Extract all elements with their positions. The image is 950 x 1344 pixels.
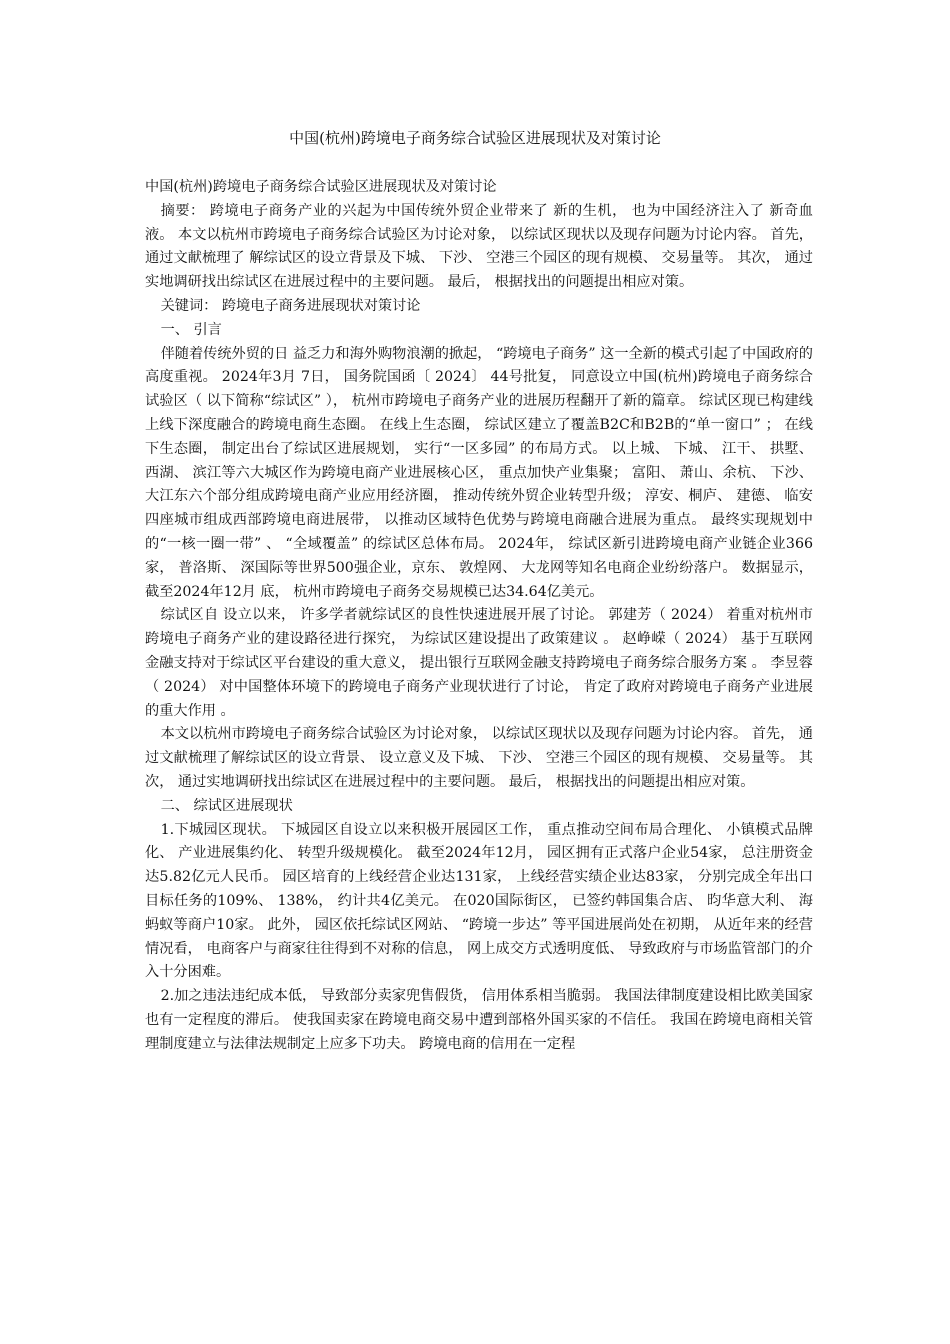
- body-paragraph: 综试区自 设立以来， 许多学者就综试区的良性快速进展开展了讨论。 郭建芳（ 2024） 着重对杭州市跨境电子商务产业的建设路径进行探究， 为综试区建设提出了政策建议 。 赵峥嵘（ 2024） 基于互联网金融支持对于综试区平台建设的重大意义， 提出银行互联网金融支持跨境电子商务综合服务方案 。 李昱蓉（ 2024） 对中国整体环境下的跨境电子商务产业现状进行了讨论， 肯定了政府对跨境电子商务产业进展的重大作用 。: [145, 607, 813, 719]
- document-subtitle: 中国(杭州)跨境电子商务综合试验区进展现状及对策讨论: [145, 179, 497, 195]
- section-heading-status: 二、 综试区进展现状: [160, 797, 293, 814]
- document-body: [145, 176, 813, 1056]
- keywords-line: 关键词： 跨境电子商务进展现状对策讨论: [160, 297, 421, 314]
- body-paragraph: 2.加之违法违纪成本低， 导致部分卖家兜售假货， 信用体系相当脆弱。 我国法律制度建设相比欧美国家也有一定程度的滞后。 使我国卖家在跨境电商交易中遭到部格外国买家的不信任。 我国在跨境电商相关管理制度建立与法律法规制定上应多下功夫。 跨境电商的信用在一定程: [145, 988, 813, 1052]
- body-paragraph: 伴随着传统外贸的日 益乏力和海外购物浪潮的掀起， “跨境电子商务” 这一全新的模式引起了中国政府的高度重视。 2024年3月 7日， 国务院国函〔 2024〕 44号批复， 同意设立中国(杭州)跨境电子商务综合试验区（ 以下简称“综试区” ）， 杭州市跨境电子商务产业的进展历程翻开了新的篇章。 综试区现已构建线上线下深度融合的跨境电商生态圈。 在线上生态圈， 综试区建立了覆盖B2C和B2B的“单一窗口” ； 在线下生态圈， 制定出台了综试区进展规划， 实行“一区多园” 的布局方式。 以上城、 下城、 江干、 拱墅、 西湖、 滨江等六大城区作为跨境电商产业进展核心区， 重点加快产业集聚； 富阳、 萧山、余杭、 下沙、 大江东六个部分组成跨境电商产业应用经济圈， 推动传统外贸企业转型升级； 淳安、桐庐、 建德、 临安四座城市组成西部跨境电商进展带， 以推动区域特色优势与跨境电商融合进展为重点。 最终实现规划中的“一核一圈一带” 、 “全域覆盖” 的综试区总体布局。 2024年， 综试区新引进跨境电商产业链企业366家， 普洛斯、 深国际等世界500强企业，京东、 敦煌网、 大龙网等知名电商企业纷纷落户。 数据显示， 截至2024年12月 底， 杭州市跨境电子商务交易规模已达34.64亿美元。: [145, 345, 813, 600]
- section-heading-introduction: 一、 引言: [160, 321, 222, 338]
- page-title: 中国(杭州)跨境电子商务综合试验区进展现状及对策讨论: [289, 129, 661, 147]
- abstract-paragraph: 摘要： 跨境电子商务产业的兴起为中国传统外贸企业带来了 新的生机， 也为中国经济注入了 新奇血液。 本文以杭州市跨境电子商务综合试验区为讨论对象， 以综试区现状以及现存问题为讨论内容。 首先， 通过文献梳理了 解综试区的设立背景及下城、 下沙、 空港三个园区的现有规模、 交易量等。 其次， 通过实地调研找出综试区在进展过程中的主要问题。 最后， 根据找出的问题提出相应对策。: [145, 202, 813, 291]
- body-paragraph: 1.下城园区现状。 下城园区自设立以来积极开展园区工作， 重点推动空间布局合理化、 小镇模式品牌化、 产业进展集约化、 转型升级规模化。 截至2024年12月， 园区拥有正式落户企业54家， 总注册资金达5.82亿元人民币。 园区培育的上线经营企业达131家， 上线经营实绩企业达83家， 分别完成全年出口目标任务的109%、 138%， 约计共4亿美元。 在020国际街区， 已签约韩国集合店、 昀华意大利、 海蚂蚁等商户10家。 此外， 园区依托综试区网站、 “跨境一步达” 等平国进展尚处在初期， 从近年来的经营情况看， 电商客户与商家往往得到不对称的信息， 网上成交方式透明度低、 导致政府与市场监管部门的介入十分困难。: [145, 821, 813, 981]
- body-paragraph: 本文以杭州市跨境电子商务综合试验区为讨论对象， 以综试区现状以及现存问题为讨论内容。 首先， 通过文献梳理了解综试区的设立背景、 设立意义及下城、 下沙、 空港三个园区的现有规模、 交易量等。 其次， 通过实地调研找出综试区在进展过程中的主要问题。 最后， 根据找出的问题提出相应对策。: [145, 726, 813, 790]
